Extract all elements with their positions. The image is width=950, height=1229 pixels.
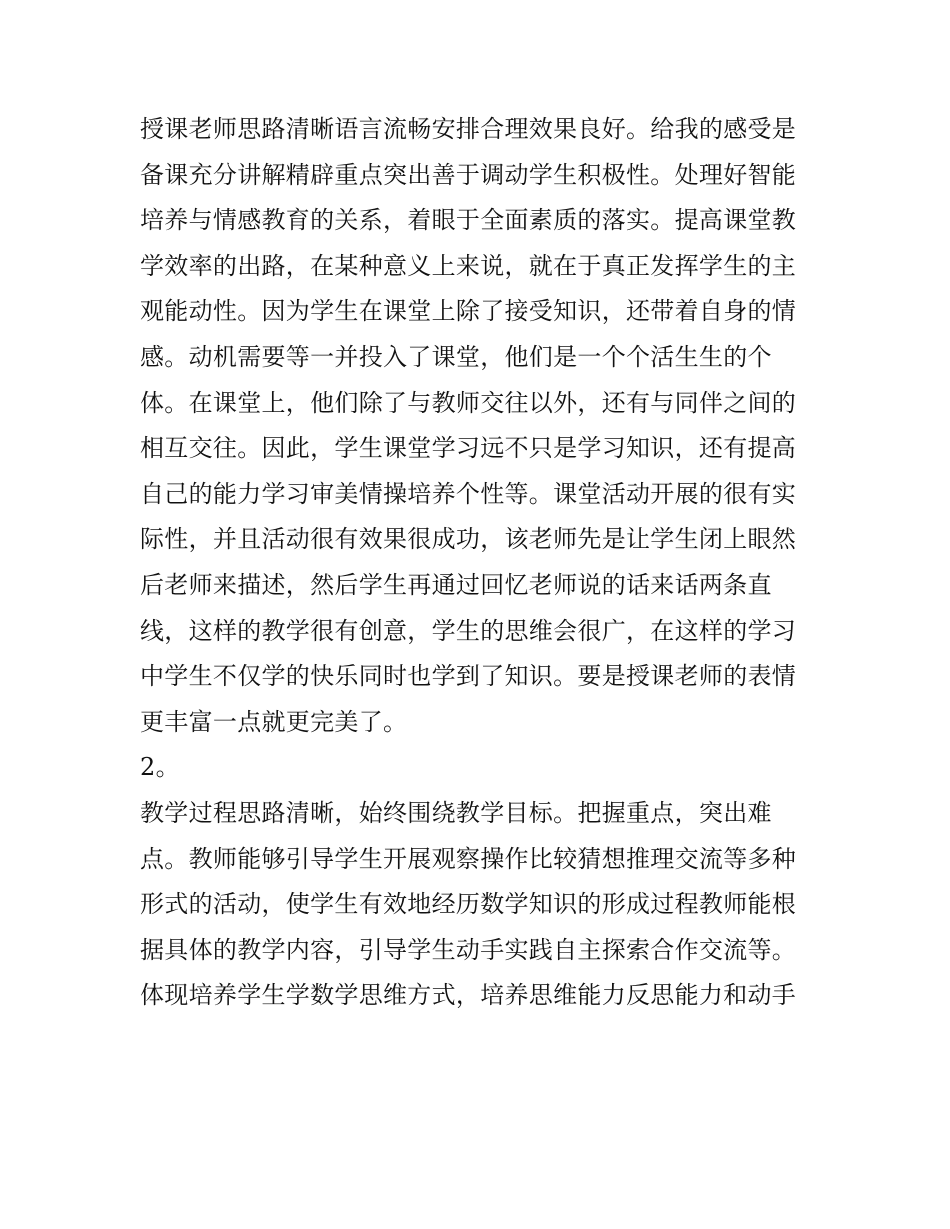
text-line: 际性，并且活动很有效果很成功，该老师先是让学生闭上眼然 [140,525,797,554]
text-line: 形式的活动，使学生有效地经历数学知识的形成过程教师能根 [140,890,797,919]
text-line: 线，这样的教学很有创意，学生的思维会很广，在这样的学习 [140,616,797,645]
text-line: 教学过程思路清晰，始终围绕教学目标。把握重点，突出难 [140,798,772,827]
document-body [140,107,820,1019]
text-line: 培养与情感教育的关系，着眼于全面素质的落实。提高课堂教 [140,206,797,235]
text-line: 中学生不仅学的快乐同时也学到了知识。要是授课老师的表情 [140,662,797,691]
text-line: 学效率的出路，在某种意义上来说，就在于真正发挥学生的主 [140,251,797,280]
text-line: 后老师来描述，然后学生再通过回忆老师说的话来话两条直 [140,570,772,599]
text-line: 体现培养学生学数学思维方式，培养思维能力反思能力和动手 [140,981,797,1010]
text-line: 点。教师能够引导学生开展观察操作比较猜想推理交流等多种 [140,844,797,873]
text-line: 体。在课堂上，他们除了与教师交往以外，还有与同伴之间的 [140,388,797,417]
text-line: 观能动性。因为学生在课堂上除了接受知识，还带着自身的情 [140,297,797,326]
text-line: 感。动机需要等一并投入了课堂，他们是一个个活生生的个 [140,342,772,371]
text-line: 据具体的教学内容，引导学生动手实践自主探索合作交流等。 [140,935,797,964]
section-number: 2。 [140,753,180,782]
text-line: 更丰富一点就更完美了。 [140,707,408,736]
text-line: 相互交往。因此，学生课堂学习远不只是学习知识，还有提高 [140,434,797,463]
text-line: 备课充分讲解精辟重点突出善于调动学生积极性。处理好智能 [140,160,797,189]
text-line: 自己的能力学习审美情操培养个性等。课堂活动开展的很有实 [140,479,797,508]
text-line: 授课老师思路清晰语言流畅安排合理效果良好。给我的感受是 [140,115,797,143]
